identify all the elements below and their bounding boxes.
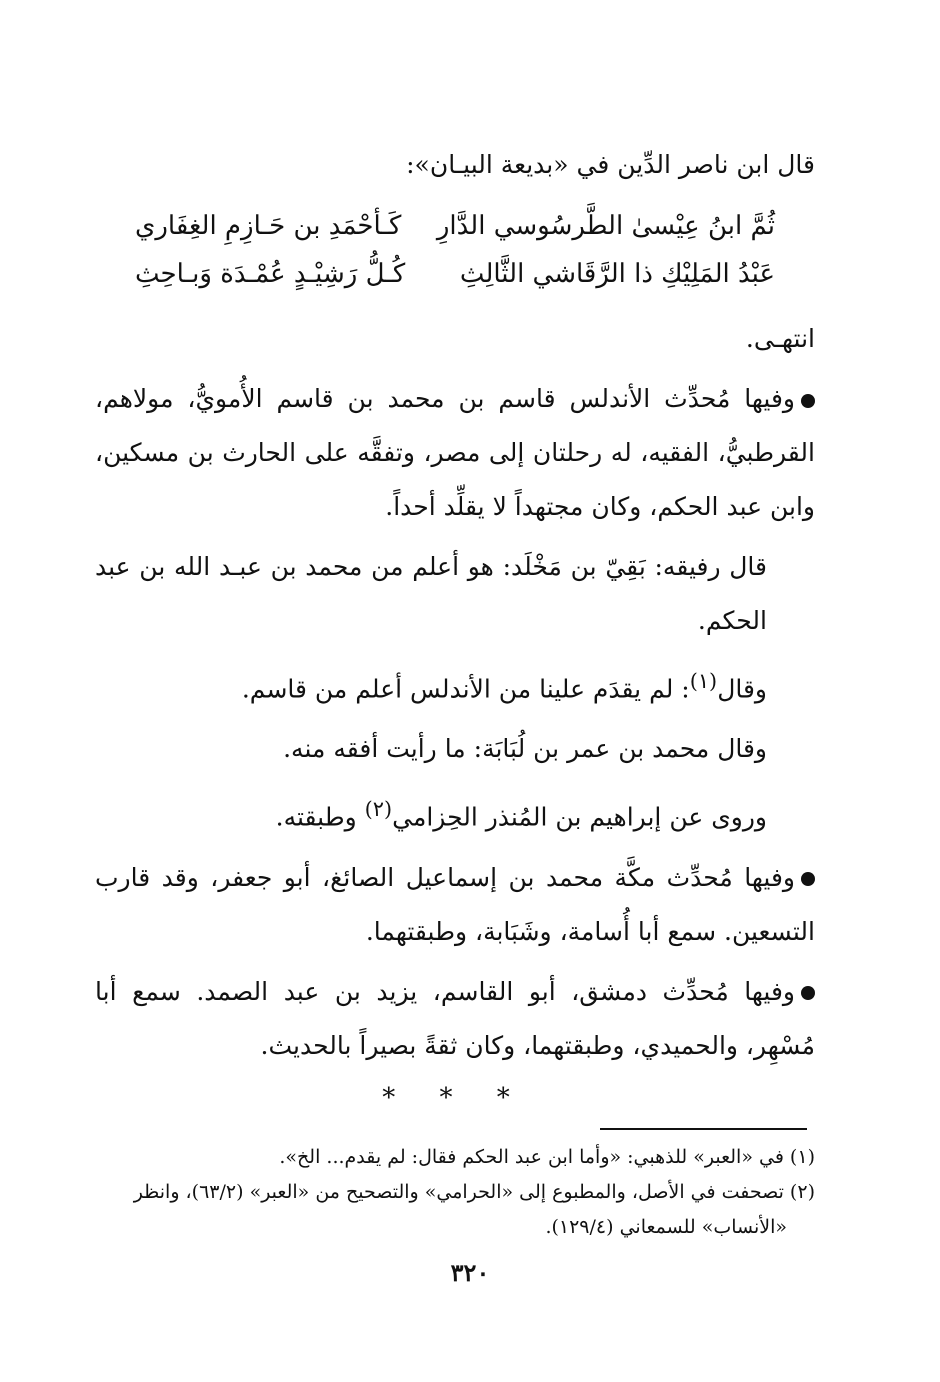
rawa-text: وطبقته.: [275, 802, 365, 832]
main-text: [95, 130, 815, 1113]
verse-2-first-hemistich: عَبْدُ المَلِيْكِ ذا الرَّقَاشي الثَّالِثِ: [459, 259, 775, 289]
page-number: ٣٢٠: [450, 1258, 490, 1287]
footnote-2-line-1: (٢) تصحفت في الأصل، والمطبوع إلى «الحرامي» والتصحيح من «العبر» (٦٣/٢)، وانظر: [133, 1181, 815, 1203]
quote-baqi: قال رفيقه: بَقِيّ بن مَخْلَد: هو أعلم من محمد بن عبـد الله بن عبد الحكم.: [95, 552, 767, 635]
verse-1-second-hemistich: كَـأحْمَدِ بن حَـازِمِ الغِفَاري: [135, 211, 402, 241]
entry-makka-text: وفيها مُحدِّث مكَّة محمد بن إسماعيل الصائغ، أبو جعفر، وقد قارب التسعين. سمع أبا أُسامة، وشَبَابة، وطبقتهما.: [95, 862, 815, 946]
rawa-paragraph: [95, 782, 815, 844]
quote-qal-paragraph: [95, 654, 815, 716]
entry-dimashq-text: وفيها مُحدِّث دمشق، أبو القاسم، يزيد بن عبد الصمد. سمع أبا مُسْهِر، والحميدي، وطبقتهما، وكان ثقةً بصيراً بالحديث.: [95, 976, 815, 1060]
bullet-icon: [801, 394, 815, 408]
bullet-icon: [801, 986, 815, 1000]
footnote-rule: [600, 1128, 807, 1130]
footnotes: [110, 1140, 815, 1245]
footnote-ref-1: (١): [689, 669, 718, 693]
poem-verses: [95, 202, 815, 298]
quote-qal-prefix: وقال: [717, 674, 767, 704]
intro-line: قال ابن ناصر الدِّين في «بديعة البيـان»:: [406, 150, 815, 179]
entry-qasim-paragraph: [95, 372, 815, 534]
footnote-1: (١) في «العبر» للذهبي: «وأما ابن عبد الحكم فقال: لم يقدم... الخ».: [279, 1146, 815, 1168]
verse-row: [95, 202, 815, 250]
entry-qasim-text: وفيها مُحدِّث الأندلس قاسم بن محمد بن قاسم الأُمويُّ، مولاهم، القرطبيُّ، الفقيه، له رحلتان إلى مصر، وتفقَّه على الحارث بن مسكين، وابن عبد الحكم، وكان مجتهداً لا يقلِّد أحداً.: [95, 384, 815, 521]
end-note: انتهـى.: [745, 324, 815, 353]
quote-lubaba: وقال محمد بن عمر بن لُبَابَة: ما رأيت أفقه منه.: [283, 734, 767, 764]
verse-row: [95, 250, 815, 298]
rawa-prefix: وروى عن إبراهيم بن المُنذر الحِزامي: [392, 802, 767, 832]
footnote-ref-2: (٢): [364, 797, 393, 822]
bullet-icon: [801, 872, 815, 886]
section-separator: * * *: [382, 1082, 528, 1113]
verse-1-first-hemistich: ثُمَّ ابنُ عِيْسىٰ الطَّرسُوسي الدَّارِ: [436, 211, 775, 241]
entry-makka-paragraph: [95, 851, 815, 959]
footnote-2-line-2: «الأنساب» للسمعاني (١٢٩/٤).: [545, 1216, 787, 1238]
quote-qal-text: : لم يقدَم علينا من الأندلس أعلم من قاسم.: [241, 674, 690, 704]
verse-2-second-hemistich: كُـلُّ رَشِيْـدٍ عُمْـدَة وَبـاحِثِ: [135, 259, 406, 289]
entry-dimashq-paragraph: [95, 965, 815, 1073]
